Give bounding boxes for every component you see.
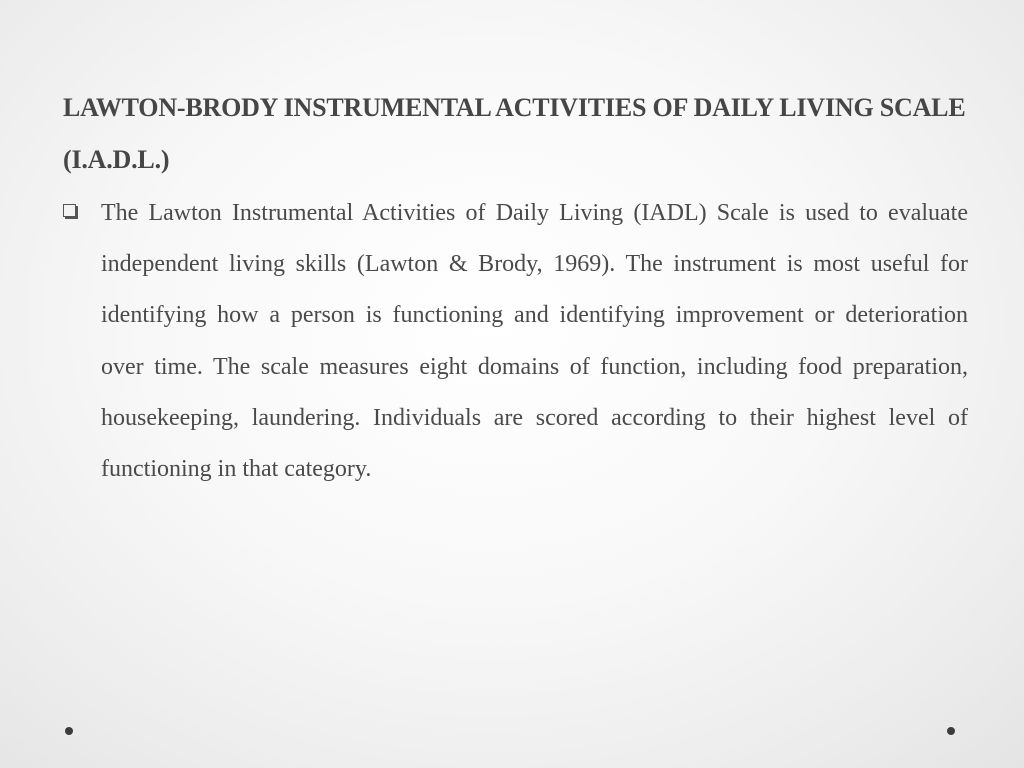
bullet-dot-icon: [65, 727, 73, 735]
bullet-text: The Lawton Instrumental Activities of Daily Living (IADL) Scale is used to evaluate independent living skills (Lawton & Brody, 1969). The instrument is most useful for identifying how a person is functioning and identifying improvement or deterioration over time. The scale measures eight domains of function, including food preparation, housekeeping, laundering. Individuals are scored according to their highest level of functioning in that category.: [101, 200, 968, 483]
slide-title: LAWTON-BRODY INSTRUMENTAL ACTIVITIES OF DAILY LIVING SCALE (I.A.D.L.): [63, 93, 966, 174]
checkbox-square-icon: [63, 204, 76, 217]
bullet-dot-icon: [947, 727, 955, 735]
bullet-list-item: [63, 188, 968, 495]
